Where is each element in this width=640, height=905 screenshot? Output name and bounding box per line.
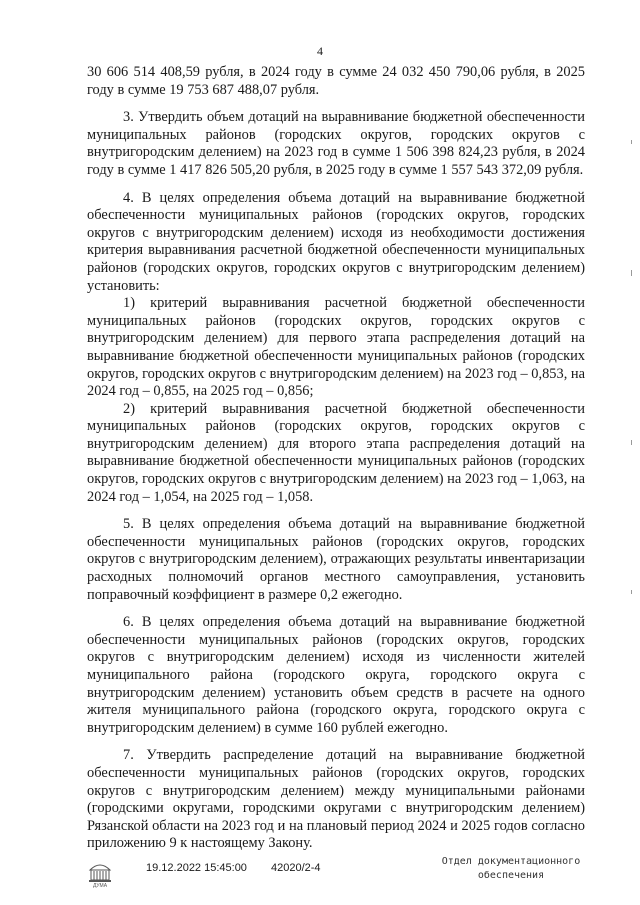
scan-mark [631,590,632,594]
scan-mark [631,270,632,276]
scan-mark [631,140,632,144]
paragraph-4-item-1: 1) критерий выравнивания расчетной бюджетной обеспеченности муниципальных районов (городских округов, городских округов с внутригородским делением) для первого этапа распределения дотаций на выравнивание бюджетной обеспеченности муниципальных районов (городских округов, городских округов с внутригородским делением) на 2023 год – 0,853, на 2024 год – 0,855, на 2025 год – 0,856; [87,295,585,400]
department-stamp [436,855,586,883]
paragraph-4: 4. В целях определения объема дотаций на выравнивание бюджетной обеспеченности муниципальных районов (городских округов, городских округов с внутригородским делением) исходя из необходимости достижения критерия выравнивания расчетной бюджетной обеспеченности муниципальных районов (городских округов, городских округов с внутригородским делением) установить: [87,189,585,294]
department-stamp-line-1: Отдел документационного [441,856,581,867]
document-body [87,64,585,863]
paragraph-continuation: 30 606 514 408,59 рубля, в 2024 году в сумме 24 032 450 790,06 рубля, в 2025 году в сумме 19 753 687 488,07 рубля. [87,64,585,98]
page-number: 4 [317,44,323,58]
footer-date: 19.12.2022 15:45:00 [146,862,247,874]
duma-building-icon [84,856,116,888]
paragraph-6: 6. В целях определения объема дотаций на выравнивание бюджетной обеспеченности муниципальных районов (городских округов, городских округов с внутригородским делением) исходя из численности жителей муниципального района (городского округа, городского округа с внутригородским делением) установить объем средств в расчете на одного жителя муниципального района (городского округа, городского округа с внутригородским делением) в сумме 160 рублей ежегодно. [87,614,585,736]
paragraph-5: 5. В целях определения объема дотаций на выравнивание бюджетной обеспеченности муниципальных районов (городских округов, городских округов с внутригородским делением), отражающих результаты инвентаризации расходных полномочий органов местного самоуправления, установить поправочный коэффициент в размере 0,2 ежегодно. [87,516,585,603]
department-stamp-line-2: обеспечения [477,870,545,881]
paragraph-3: 3. Утвердить объем дотаций на выравнивание бюджетной обеспеченности муниципальных районов (городских округов, городских округов с внутригородским делением) на 2023 год в сумме 1 506 398 824,23 рубля, в 2024 году в сумме 1 417 826 505,20 рубля, в 2025 году в сумме 1 557 543 372,09 рубля. [87,109,585,178]
paragraph-7: 7. Утвердить распределение дотаций на выравнивание бюджетной обеспеченности муниципальных районов (городских округов, городских округов с внутригородским делением) между муниципальными районами (городскими округами, городскими округами с внутригородским делением) Рязанской области на 2023 год и на плановый период 2024 и 2025 годов согласно приложению 9 к настоящему Закону. [87,747,585,852]
footer-doc-number: 42020/2-4 [271,862,321,874]
paragraph-4-item-2: 2) критерий выравнивания расчетной бюджетной обеспеченности муниципальных районов (городских округов, городских округов с внутригородским делением) для второго этапа распределения дотаций на выравнивание бюджетной обеспеченности муниципальных районов (городских округов, городских округов с внутригородским делением) на 2023 год – 1,063, на 2024 год – 1,054, на 2025 год – 1,058. [87,400,585,505]
scan-mark [631,440,632,445]
duma-logo-text: ДУМА [92,883,108,888]
document-footer [0,848,640,898]
